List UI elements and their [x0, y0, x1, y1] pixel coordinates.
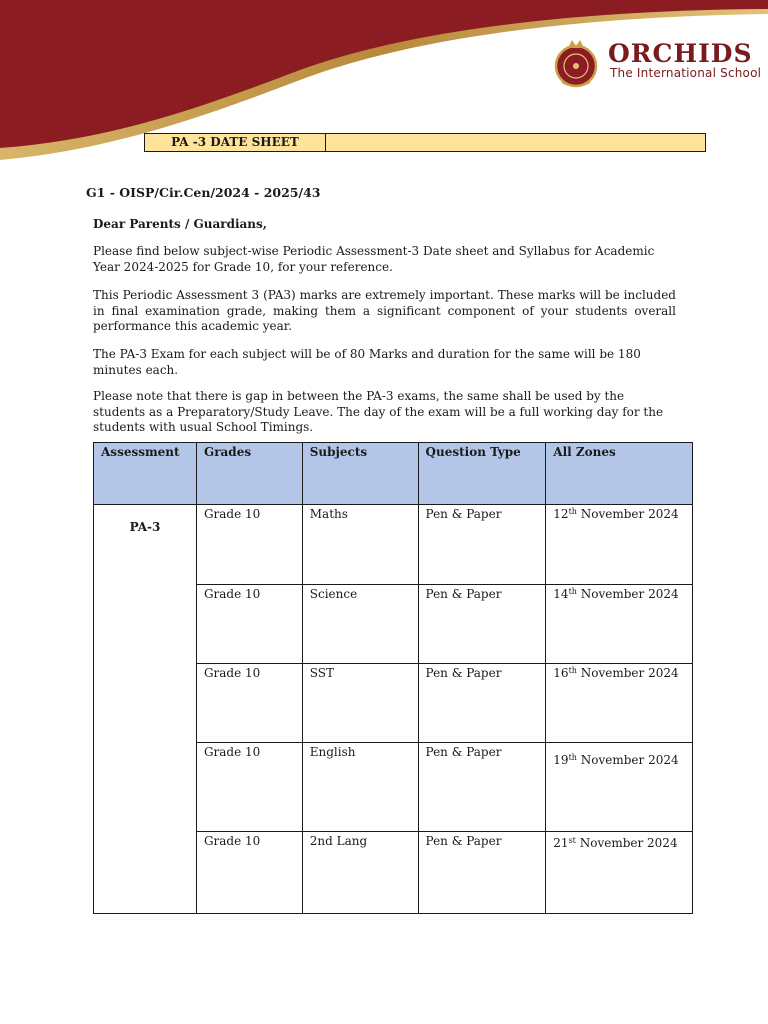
title-bar [144, 133, 706, 152]
subject-cell: Maths [302, 505, 418, 585]
paragraph-intro: Please find below subject-wise Periodic Assessment-3 Date sheet and Syllabus for Academic Year 2024-2025 for Grade 10, for your reference. [93, 244, 655, 274]
grade-cell: Grade 10 [196, 832, 302, 914]
grade-cell: Grade 10 [196, 585, 302, 664]
question-type-cell: Pen & Paper [418, 585, 546, 664]
date-suffix: th [568, 666, 577, 675]
column-header: Subjects [302, 443, 418, 505]
table-header-row [94, 443, 693, 505]
question-type-cell: Pen & Paper [418, 832, 546, 914]
paragraph-importance: This Periodic Assessment 3 (PA3) marks are extremely important. These marks will be included in final examination grade, making them a significant component of your students overall performance this academic year. [93, 288, 676, 333]
date-day: 16 [553, 666, 569, 680]
column-header: Question Type [418, 443, 546, 505]
paragraph-exam-details: The PA-3 Exam for each subject will be of 80 Marks and duration for the same will be 180 minutes each. [93, 347, 641, 377]
column-header: All Zones [546, 443, 693, 505]
paragraph-study-leave: Please note that there is gap in between the PA-3 exams, the same shall be used by the students as a Preparatory/Study Leave. The day of the exam will be a full working day for the students with usual School Timings. [93, 389, 664, 434]
school-name: ORCHIDS [608, 39, 753, 68]
date-suffix: th [568, 507, 577, 516]
date-month-year: November 2024 [576, 587, 679, 601]
column-header: Assessment [94, 443, 197, 505]
date-cell [546, 585, 693, 664]
date-suffix: st [568, 836, 576, 845]
page-title: PA -3 DATE SHEET [145, 134, 326, 151]
question-type-cell: Pen & Paper [418, 743, 546, 832]
date-cell [546, 832, 693, 914]
date-suffix: th [568, 587, 577, 596]
date-sheet-table [93, 442, 693, 914]
date-month-year: November 2024 [576, 507, 679, 521]
date-suffix: th [568, 753, 577, 762]
date-day: 19 [553, 753, 569, 767]
question-type-cell: Pen & Paper [418, 664, 546, 743]
table-row [94, 505, 693, 585]
date-day: 14 [553, 587, 569, 601]
date-month-year: November 2024 [575, 836, 678, 850]
subject-cell: 2nd Lang [302, 832, 418, 914]
date-cell [546, 505, 693, 585]
subject-cell: SST [302, 664, 418, 743]
school-crest-icon [550, 36, 602, 88]
circular-reference: G1 - OISP/Cir.Cen/2024 - 2025/43 [86, 185, 321, 200]
subject-cell: Science [302, 585, 418, 664]
assessment-cell: PA-3 [94, 505, 197, 914]
grade-cell: Grade 10 [196, 505, 302, 585]
salutation: Dear Parents / Guardians, [93, 217, 267, 231]
school-subtitle: The International School [610, 66, 762, 80]
date-day: 21 [553, 836, 569, 850]
date-cell [546, 664, 693, 743]
column-header: Grades [196, 443, 302, 505]
date-month-year: November 2024 [576, 666, 679, 680]
date-month-year: November 2024 [576, 753, 679, 767]
school-logo [550, 36, 765, 88]
subject-cell: English [302, 743, 418, 832]
question-type-cell: Pen & Paper [418, 505, 546, 585]
date-cell [546, 743, 693, 832]
date-day: 12 [553, 507, 569, 521]
grade-cell: Grade 10 [196, 743, 302, 832]
grade-cell: Grade 10 [196, 664, 302, 743]
